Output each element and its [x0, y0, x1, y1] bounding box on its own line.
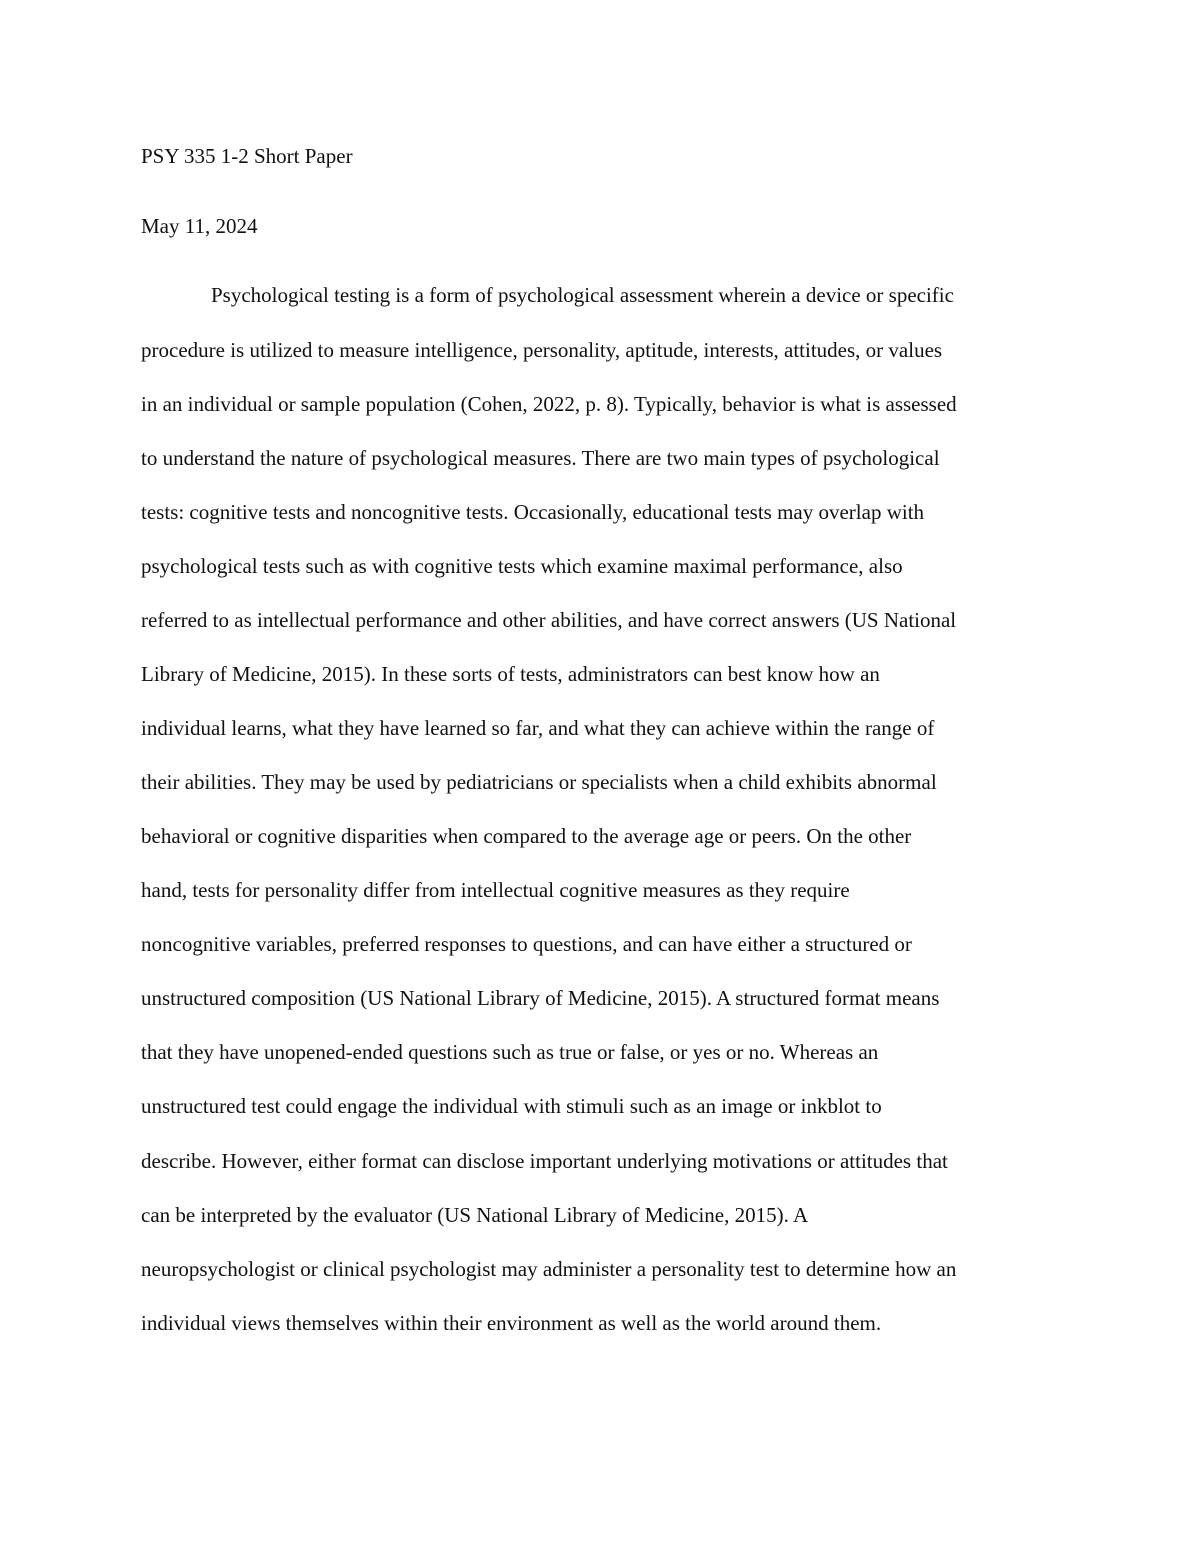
- paragraph-line: their abilities. They may be used by pediatricians or specialists when a child exhibits abnormal: [141, 770, 937, 794]
- paragraph-line: to understand the nature of psychological measures. There are two main types of psychological: [141, 446, 940, 470]
- paragraph-line: unstructured test could engage the individual with stimuli such as an image or inkblot to: [141, 1094, 882, 1118]
- paragraph-line: psychological tests such as with cognitive tests which examine maximal performance, also: [141, 554, 903, 578]
- paragraph-line: hand, tests for personality differ from intellectual cognitive measures as they require: [141, 878, 850, 902]
- paragraph-line: neuropsychologist or clinical psychologist may administer a personality test to determine how an: [141, 1257, 957, 1281]
- course-header: PSY 335 1-2 Short Paper: [141, 144, 353, 168]
- paragraph-line: behavioral or cognitive disparities when compared to the average age or peers. On the other: [141, 824, 912, 848]
- paragraph-line: individual learns, what they have learned so far, and what they can achieve within the range of: [141, 716, 935, 740]
- paragraph-line: in an individual or sample population (Cohen, 2022, p. 8). Typically, behavior is what is assessed: [141, 392, 957, 416]
- paragraph-line: noncognitive variables, preferred responses to questions, and can have either a structured or: [141, 932, 912, 956]
- paragraph-line: individual views themselves within their environment as well as the world around them.: [141, 1311, 882, 1335]
- document-date: May 11, 2024: [141, 214, 258, 238]
- paragraph-line: Library of Medicine, 2015). In these sorts of tests, administrators can best know how an: [141, 662, 880, 686]
- paragraph-line: Psychological testing is a form of psychological assessment wherein a device or specific: [211, 283, 954, 307]
- paragraph-line: can be interpreted by the evaluator (US National Library of Medicine, 2015). A: [141, 1203, 809, 1227]
- paragraph-line: unstructured composition (US National Library of Medicine, 2015). A structured format means: [141, 986, 940, 1010]
- paragraph-line: that they have unopened-ended questions such as true or false, or yes or no. Whereas an: [141, 1040, 879, 1064]
- paragraph-line: describe. However, either format can disclose important underlying motivations or attitudes that: [141, 1149, 948, 1173]
- paragraph-line: procedure is utilized to measure intelligence, personality, aptitude, interests, attitudes, or values: [141, 338, 943, 362]
- paragraph-line: referred to as intellectual performance and other abilities, and have correct answers (US National: [141, 608, 957, 632]
- paragraph-line: tests: cognitive tests and noncognitive tests. Occasionally, educational tests may overlap with: [141, 500, 925, 524]
